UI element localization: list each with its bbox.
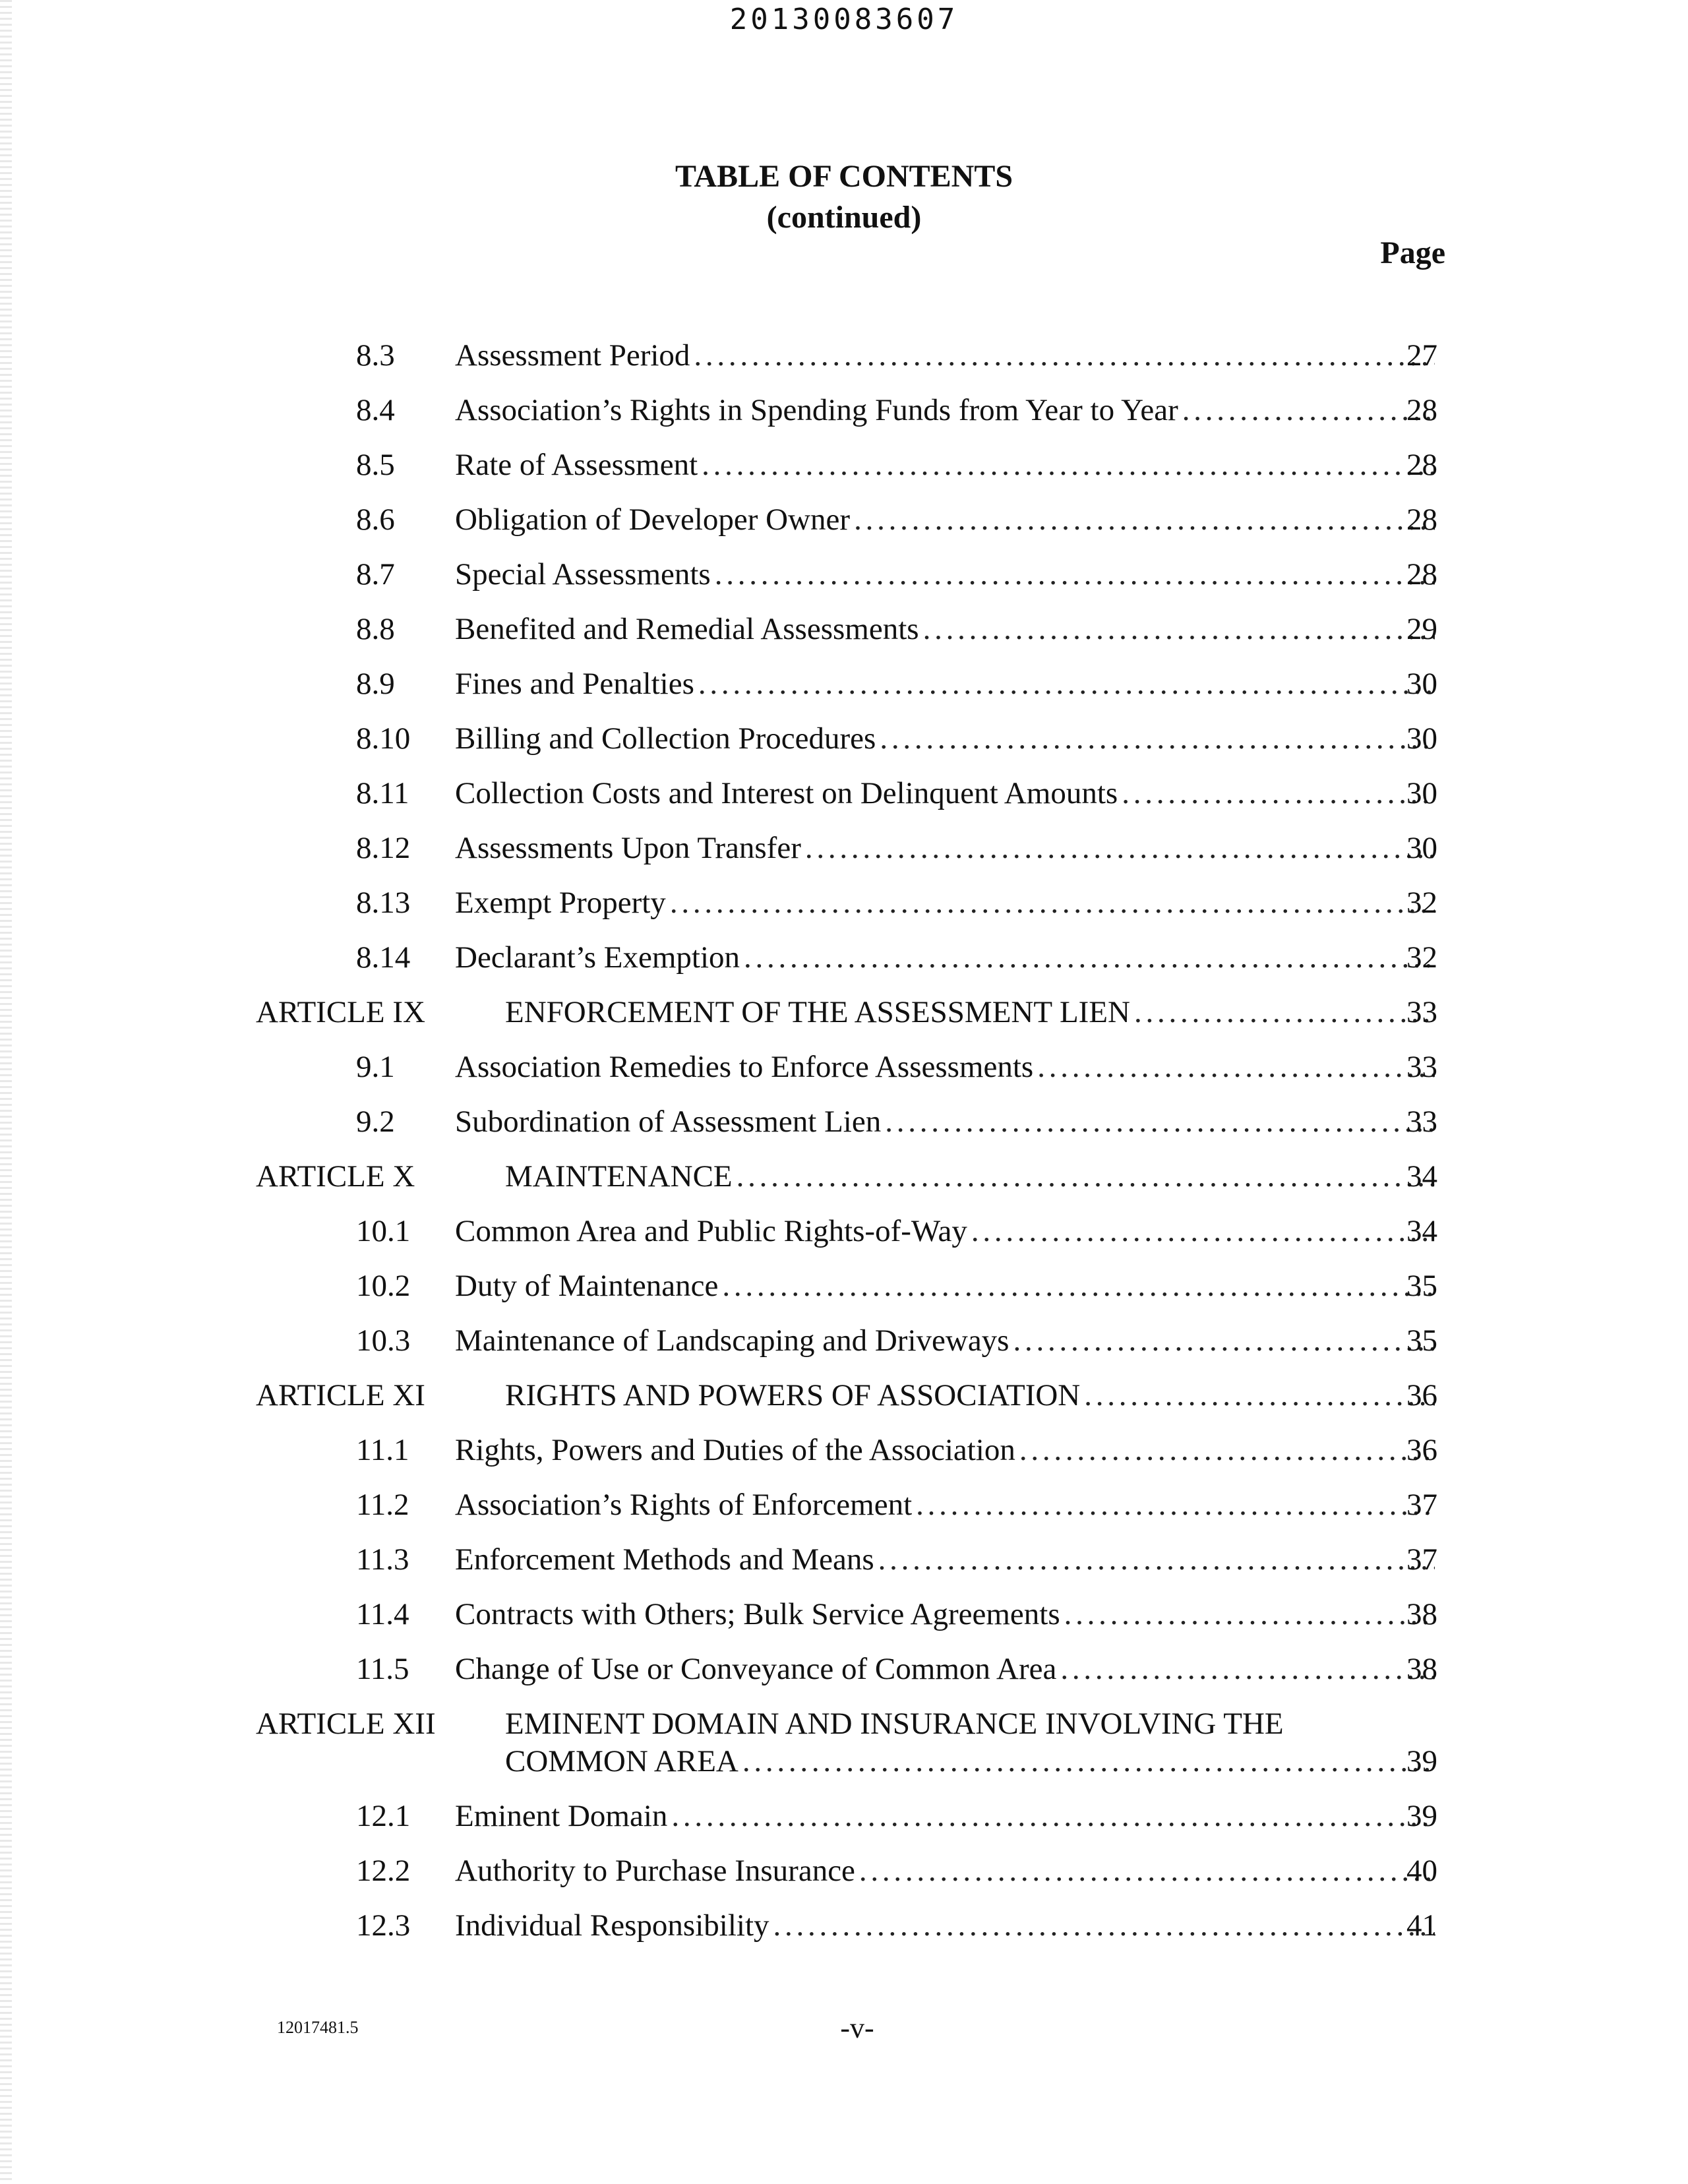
section-title: Fines and Penalties: [455, 667, 694, 701]
section-title: Association Remedies to Enforce Assessments: [455, 1050, 1034, 1084]
entry-title-line: [455, 606, 1437, 652]
page-number: 34: [1406, 1214, 1437, 1248]
page-number: 28: [1406, 393, 1437, 427]
page-number: 32: [1406, 940, 1437, 975]
toc-entry: [0, 1208, 1688, 1254]
entry-title-line: [455, 1902, 1437, 1949]
page-number: 30: [1406, 721, 1437, 756]
entry-title-line: [455, 1099, 1437, 1145]
dot-leader: [1122, 770, 1435, 816]
toc-entry: [0, 1536, 1688, 1583]
toc-entry: [0, 770, 1688, 816]
section-number: 12.1: [356, 1799, 411, 1833]
section-title: Authority to Purchase Insurance: [455, 1854, 855, 1888]
entry-title-line: [455, 1793, 1437, 1839]
page-number: 35: [1406, 1269, 1437, 1303]
page-number: 30: [1406, 667, 1437, 701]
section-title: Eminent Domain: [455, 1799, 668, 1833]
entry-title-line: [455, 1263, 1437, 1309]
section-title: Rights, Powers and Duties of the Association: [455, 1433, 1015, 1467]
dot-leader: [1013, 1318, 1435, 1364]
section-title: Change of Use or Conveyance of Common Area: [455, 1652, 1057, 1686]
page-number: 27: [1406, 338, 1437, 373]
dot-leader: [1182, 387, 1435, 433]
toc-entry: [0, 1902, 1688, 1949]
article-number: ARTICLE IX: [256, 995, 425, 1029]
toc-entry: [0, 715, 1688, 762]
toc-article-entry: [0, 1153, 1688, 1199]
section-number: 8.11: [356, 776, 409, 810]
toc-entry: [0, 387, 1688, 433]
page-number: 32: [1406, 886, 1437, 920]
entry-title-line: [455, 770, 1437, 816]
section-number: 11.5: [356, 1652, 409, 1686]
dot-leader: [702, 442, 1435, 488]
toc-entry: [0, 934, 1688, 981]
section-number: 8.7: [356, 557, 395, 592]
dot-leader: [715, 551, 1435, 597]
dot-leader: [742, 1738, 1435, 1784]
section-number: 11.3: [356, 1542, 409, 1577]
entry-title-line: [455, 880, 1437, 926]
page-number: 30: [1406, 776, 1437, 810]
dot-leader: [722, 1263, 1435, 1309]
section-title: Obligation of Developer Owner: [455, 502, 851, 537]
entry-title-line: [455, 442, 1437, 488]
dot-leader: [744, 934, 1435, 981]
section-number: 9.1: [356, 1050, 395, 1084]
page-subtitle: (continued): [766, 200, 922, 235]
page-number: 35: [1406, 1323, 1437, 1358]
section-number: 8.9: [356, 667, 395, 701]
section-number: 9.2: [356, 1105, 395, 1139]
article-title: ENFORCEMENT OF THE ASSESSMENT LIEN: [505, 995, 1130, 1029]
article-number: ARTICLE X: [256, 1159, 415, 1194]
section-title: Association’s Rights of Enforcement: [455, 1488, 913, 1522]
entry-title-line: [455, 661, 1437, 707]
section-title: Contracts with Others; Bulk Service Agreements: [455, 1597, 1060, 1631]
article-title-line-2: COMMON AREA: [505, 1744, 738, 1778]
entry-title-line: [455, 1646, 1437, 1692]
page-number: 30: [1406, 831, 1437, 865]
section-number: 8.13: [356, 886, 411, 920]
dot-leader: [854, 497, 1435, 543]
document-number: 20130083607: [729, 3, 959, 36]
section-title: Declarant’s Exemption: [455, 940, 740, 975]
entry-title-line: [455, 1482, 1437, 1528]
toc-entry: [0, 497, 1688, 543]
toc-entry: [0, 1263, 1688, 1309]
section-number: 11.4: [356, 1597, 409, 1631]
section-title: Common Area and Public Rights-of-Way: [455, 1214, 967, 1248]
toc-entry: [0, 1482, 1688, 1528]
toc-entry: [0, 1646, 1688, 1692]
dot-leader: [670, 880, 1435, 926]
entry-title-line: [505, 1372, 1437, 1418]
section-title: Enforcement Methods and Means: [455, 1542, 874, 1577]
entry-title-line: [455, 551, 1437, 597]
dot-leader: [671, 1793, 1435, 1839]
section-number: 10.1: [356, 1214, 411, 1248]
section-number: 10.2: [356, 1269, 411, 1303]
section-number: 11.1: [356, 1433, 409, 1467]
toc-entry: [0, 880, 1688, 926]
section-number: 8.3: [356, 338, 395, 373]
entry-title-line: [455, 1318, 1437, 1364]
section-title: Collection Costs and Interest on Delinquent Amounts: [455, 776, 1118, 810]
page-number: 36: [1406, 1433, 1437, 1467]
toc-entry: [0, 551, 1688, 597]
section-title: Maintenance of Landscaping and Driveways: [455, 1323, 1010, 1358]
section-number: 11.2: [356, 1488, 409, 1522]
dot-leader: [859, 1848, 1435, 1894]
toc-entry: [0, 1591, 1688, 1637]
section-number: 10.3: [356, 1323, 411, 1358]
section-number: 12.2: [356, 1854, 411, 1888]
section-number: 8.10: [356, 721, 411, 756]
entry-title-line: [455, 1591, 1437, 1637]
dot-leader: [1060, 1646, 1435, 1692]
toc-entry: [0, 1793, 1688, 1839]
section-number: 12.3: [356, 1908, 411, 1943]
page-number: 28: [1406, 557, 1437, 592]
section-title: Assessments Upon Transfer: [455, 831, 801, 865]
toc-entry: [0, 1318, 1688, 1364]
dot-leader: [773, 1902, 1435, 1949]
page-number: 33: [1406, 1050, 1437, 1084]
toc-entry: [0, 1427, 1688, 1473]
dot-leader: [880, 715, 1435, 762]
page-number: 41: [1406, 1908, 1437, 1943]
toc-entry: [0, 332, 1688, 379]
footer-page-number: -v-: [840, 2012, 874, 2044]
toc-entry: [0, 1848, 1688, 1894]
section-title: Individual Responsibility: [455, 1908, 769, 1943]
section-title: Duty of Maintenance: [455, 1269, 719, 1303]
page-number: 36: [1406, 1378, 1437, 1412]
entry-title-line: [455, 1044, 1437, 1090]
page-number: 39: [1406, 1799, 1437, 1833]
dot-leader: [1084, 1372, 1435, 1418]
toc-entry: [0, 661, 1688, 707]
page-number: 37: [1406, 1488, 1437, 1522]
article-title-line-1: EMINENT DOMAIN AND INSURANCE INVOLVING THE: [505, 1707, 1284, 1741]
entry-title-line: [455, 1208, 1437, 1254]
entry-title-line: [455, 825, 1437, 871]
dot-leader: [916, 1482, 1435, 1528]
section-title: Assessment Period: [455, 338, 690, 373]
page-number: 33: [1406, 1105, 1437, 1139]
entry-title-line: [505, 1153, 1437, 1199]
page-number: 29: [1406, 612, 1437, 646]
toc-entry: [0, 442, 1688, 488]
page-column-heading: Page: [1380, 235, 1445, 270]
toc-entry: [0, 1044, 1688, 1090]
entry-title-line: [455, 715, 1437, 762]
toc-article-entry: [0, 989, 1688, 1035]
dot-leader: [885, 1099, 1435, 1145]
dot-leader: [698, 661, 1435, 707]
article-title: MAINTENANCE: [505, 1159, 733, 1194]
toc-article-entry: [0, 1372, 1688, 1418]
footer-document-id: 12017481.5: [277, 2018, 359, 2037]
page-number: 33: [1406, 995, 1437, 1029]
entry-title-line: [455, 934, 1437, 981]
dot-leader: [878, 1536, 1435, 1583]
section-title: Special Assessments: [455, 557, 711, 592]
dot-leader: [805, 825, 1435, 871]
toc-entry: [0, 1099, 1688, 1145]
entry-title-line: [455, 497, 1437, 543]
section-number: 8.5: [356, 448, 395, 482]
section-title: Billing and Collection Procedures: [455, 721, 876, 756]
toc-entry: [0, 606, 1688, 652]
page-number: 38: [1406, 1597, 1437, 1631]
entry-title-line: [505, 1738, 1437, 1784]
dot-leader: [923, 606, 1435, 652]
dot-leader: [1037, 1044, 1435, 1090]
page-number: 28: [1406, 502, 1437, 537]
entry-title-line: [455, 1848, 1437, 1894]
section-title: Association’s Rights in Spending Funds from Year to Year: [455, 393, 1178, 427]
page-number: 34: [1406, 1159, 1437, 1194]
section-number: 8.14: [356, 940, 411, 975]
dot-leader: [1064, 1591, 1435, 1637]
dot-leader: [1134, 989, 1435, 1035]
section-number: 8.8: [356, 612, 395, 646]
entry-title-line: [455, 332, 1437, 379]
page-number: 39: [1406, 1744, 1437, 1778]
page-number: 28: [1406, 448, 1437, 482]
page-number: 37: [1406, 1542, 1437, 1577]
article-number: ARTICLE XII: [256, 1707, 436, 1741]
section-number: 8.6: [356, 502, 395, 537]
toc-entry: [0, 825, 1688, 871]
page-title: TABLE OF CONTENTS: [675, 159, 1013, 194]
dot-leader: [1019, 1427, 1435, 1473]
section-number: 8.12: [356, 831, 411, 865]
dot-leader: [971, 1208, 1435, 1254]
dot-leader: [737, 1153, 1435, 1199]
section-title: Benefited and Remedial Assessments: [455, 612, 919, 646]
entry-title-line: [455, 1536, 1437, 1583]
entry-title-line: [455, 387, 1437, 433]
section-title: Exempt Property: [455, 886, 666, 920]
section-number: 8.4: [356, 393, 395, 427]
article-title: RIGHTS AND POWERS OF ASSOCIATION: [505, 1378, 1081, 1412]
entry-title-line: [455, 1427, 1437, 1473]
page-number: 40: [1406, 1854, 1437, 1888]
entry-title-line: [505, 989, 1437, 1035]
section-title: Rate of Assessment: [455, 448, 698, 482]
page-number: 38: [1406, 1652, 1437, 1686]
dot-leader: [694, 332, 1435, 379]
section-title: Subordination of Assessment Lien: [455, 1105, 882, 1139]
toc-article-entry-continued: [0, 1738, 1688, 1784]
article-number: ARTICLE XI: [256, 1378, 425, 1412]
